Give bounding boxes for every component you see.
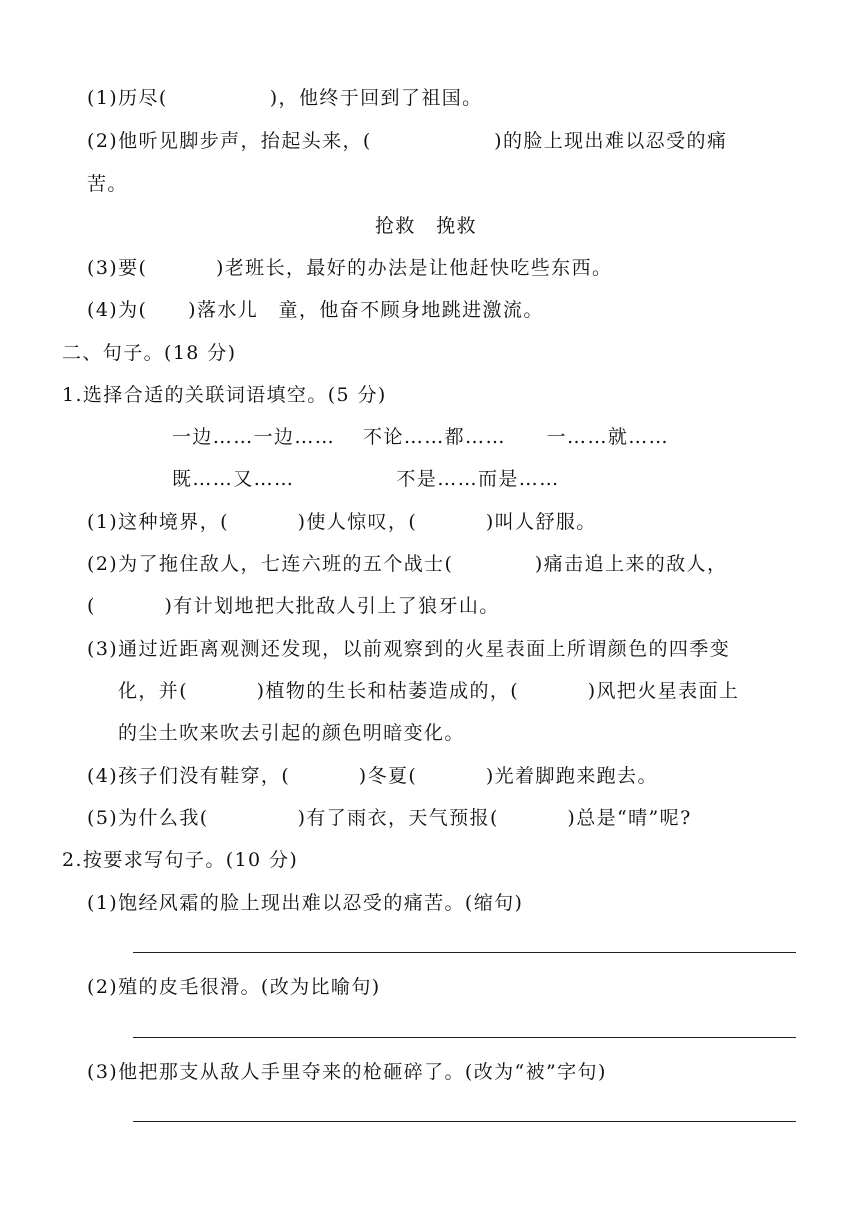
conjunction-options-row-2: 既……又…… 不是……而是…… <box>172 468 560 490</box>
question-item-4: (4)为( )落水儿 童，他奋不顾身地跳进激流。 <box>87 299 544 321</box>
question-item-1: (1)历尽( )，他终于回到了祖国。 <box>87 87 483 109</box>
question-item-2: (2)他听见脚步声，抬起头来，( )的脸上现出难以忍受的痛 <box>87 130 728 152</box>
question-item: (2)为了拖住敌人，七连六班的五个战士( )痛击追上来的敌人， <box>87 553 728 575</box>
question-item-continued: 的尘土吹来吹去引起的颜色明暗变化。 <box>118 722 465 744</box>
question-item: (3)通过近距离观测还发现，以前观察到的火星表面上所谓颜色的四季变 <box>87 638 731 660</box>
answer-line[interactable] <box>133 1037 796 1038</box>
conjunction-options-row-1: 一边……一边…… 不论……都…… 一……就…… <box>172 426 670 448</box>
question-item: (5)为什么我( )有了雨衣，天气预报( )总是“晴”呢? <box>87 807 692 829</box>
question-title: 1.选择合适的关联词语填空。(5 分) <box>62 384 387 406</box>
question-item: (1)饱经风霜的脸上现出难以忍受的痛苦。(缩句) <box>87 892 524 914</box>
question-item-continued: ( )有计划地把大批敌人引上了狼牙山。 <box>87 595 500 617</box>
question-title: 2.按要求写句子。(10 分) <box>62 849 299 871</box>
question-item: (4)孩子们没有鞋穿，( )冬夏( )光着脚跑来跑去。 <box>87 765 658 787</box>
question-item: (1)这种境界，( )使人惊叹，( )叫人舒服。 <box>87 511 597 533</box>
question-item-3: (3)要( )老班长，最好的办法是让他赶快吃些东西。 <box>87 257 613 279</box>
word-options-heading: 抢救 挽救 <box>375 215 478 237</box>
question-item-2-continued: 苦。 <box>87 173 128 195</box>
question-item: (3)他把那支从敌人手里夺来的枪砸碎了。(改为“被”字句) <box>87 1061 607 1083</box>
answer-line[interactable] <box>133 1121 796 1122</box>
question-item: (2)殖的皮毛很滑。(改为比喻句) <box>87 976 381 998</box>
section-title: 二、句子。(18 分) <box>62 342 237 364</box>
question-item-continued: 化，并( )植物的生长和枯萎造成的，( )风把火星表面上 <box>118 680 740 702</box>
answer-line[interactable] <box>133 952 796 953</box>
